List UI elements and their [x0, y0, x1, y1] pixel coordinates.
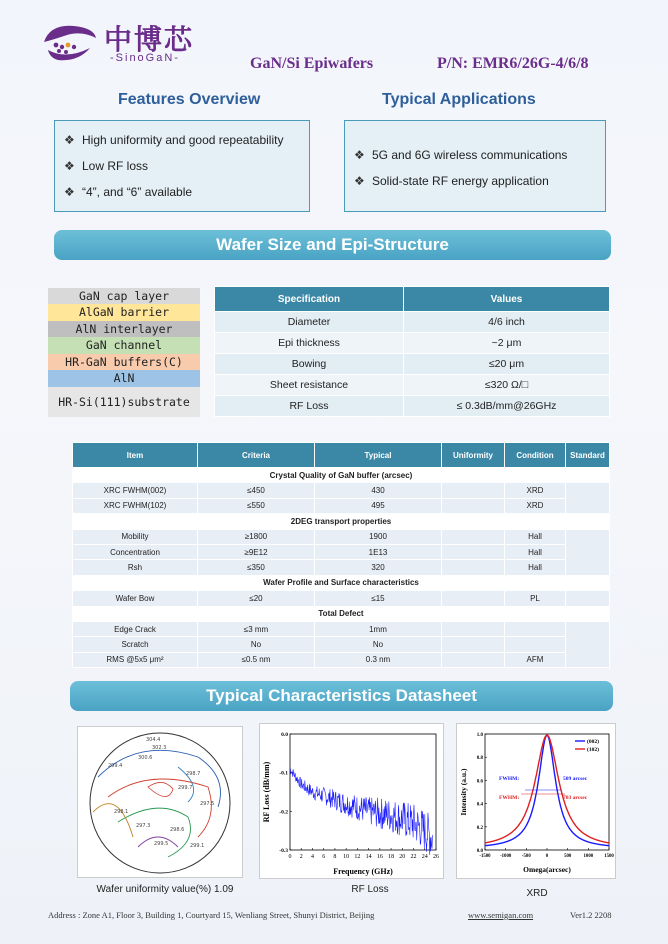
- part-number: P/N: EMR6/26G-4/6/8: [437, 55, 589, 72]
- criteria-cell: 320: [315, 560, 442, 575]
- contour-label: 297.3: [136, 823, 151, 829]
- criteria-cell: ≥9E12: [198, 544, 315, 559]
- x-tick-label: 20: [399, 854, 406, 860]
- bullet-icon: ❖: [354, 174, 365, 188]
- xrd-caption: XRD: [526, 888, 548, 899]
- y-tick-label: 0.0: [281, 732, 288, 738]
- uniformity-map: [78, 727, 242, 877]
- spec-name: Diameter: [215, 312, 404, 333]
- contour-label: 298.1: [114, 809, 129, 815]
- criteria-cell: XRC FWHM(002): [73, 483, 198, 498]
- x-tick-label: 8: [333, 854, 337, 860]
- criteria-standard-cell: [566, 621, 610, 667]
- contour-label: 304.4: [146, 737, 161, 743]
- criteria-header: Typical: [315, 443, 442, 468]
- criteria-cell: Scratch: [73, 637, 198, 652]
- criteria-cell: Edge Crack: [73, 621, 198, 636]
- y-tick-label: 0.0: [476, 849, 483, 854]
- x-tick-label: 500: [564, 854, 572, 859]
- criteria-cell: ≤450: [198, 483, 315, 498]
- x-tick-label: 18: [388, 854, 395, 860]
- criteria-cell: XRD: [505, 498, 566, 513]
- x-tick-label: 26: [433, 854, 439, 860]
- criteria-cell: No: [198, 637, 315, 652]
- criteria-row: [73, 591, 610, 606]
- uniformity-caption: Wafer uniformity value(%) 1.09: [96, 884, 234, 895]
- criteria-row: [73, 621, 610, 636]
- x-tick-label: 22: [410, 854, 417, 860]
- feature-item: ❖ Low RF loss: [64, 159, 149, 173]
- x-tick-label: 24: [421, 854, 428, 860]
- brand-name-en: -SinoGaN-: [110, 52, 180, 64]
- criteria-cell: ≤20: [198, 591, 315, 606]
- features-heading: Features Overview: [118, 91, 261, 108]
- criteria-cell: ≤0.5 nm: [198, 652, 315, 667]
- application-item: ❖ Solid-state RF energy application: [354, 174, 549, 188]
- fwhm-value-102: 703 arcsec: [563, 795, 588, 801]
- y-tick-label: 0.2: [476, 825, 483, 831]
- xrd-chart: [457, 724, 615, 878]
- criteria-row: [73, 637, 610, 652]
- y-tick-label: -0.3: [279, 848, 288, 854]
- rf-loss-chart: [260, 724, 443, 878]
- spec-value: ~2 μm: [404, 333, 610, 354]
- spec-name: RF Loss: [215, 396, 404, 417]
- contour-label: 299.4: [108, 763, 123, 769]
- criteria-row: [73, 544, 610, 559]
- epi-layer: HR-GaN buffers(C): [48, 354, 200, 370]
- epi-layer: HR-Si(111)substrate: [48, 387, 200, 417]
- spec-value: ≤20 μm: [404, 354, 610, 375]
- criteria-section-title: Wafer Profile and Surface characteristics: [73, 575, 610, 590]
- x-tick-label: 0: [545, 854, 549, 859]
- criteria-cell: Concentration: [73, 544, 198, 559]
- criteria-cell: PL: [505, 591, 566, 606]
- criteria-header: Uniformity: [442, 443, 505, 468]
- criteria-cell: Hall: [505, 544, 566, 559]
- x-tick-label: -1500: [479, 854, 491, 859]
- criteria-cell: 1E13: [315, 544, 442, 559]
- criteria-cell: ≤3 mm: [198, 621, 315, 636]
- applications-heading: Typical Applications: [382, 91, 536, 108]
- criteria-cell: RMS @5x5 μm²: [73, 652, 198, 667]
- spec-row: [215, 396, 610, 417]
- epi-layer: AlGaN barrier: [48, 304, 200, 321]
- contour-line: [148, 782, 173, 796]
- footer-website[interactable]: www.semigan.com: [468, 910, 534, 920]
- criteria-cell: 430: [315, 483, 442, 498]
- y-tick-label: 0.6: [476, 779, 483, 785]
- datasheet-section-banner: Typical Characteristics Datasheet: [70, 681, 613, 711]
- criteria-cell: [442, 544, 505, 559]
- applications-box: [344, 120, 606, 212]
- spec-name: Epi thickness: [215, 333, 404, 354]
- criteria-cell: ≤15: [315, 591, 442, 606]
- criteria-cell: [442, 498, 505, 513]
- criteria-cell: 495: [315, 498, 442, 513]
- x-tick-label: -500: [521, 854, 531, 859]
- spec-table: [214, 286, 610, 417]
- footer-version: Ver1.2 2208: [570, 910, 612, 920]
- criteria-cell: AFM: [505, 652, 566, 667]
- rf-loss-caption: RF Loss: [351, 884, 389, 895]
- criteria-row: [73, 529, 610, 544]
- criteria-standard-cell: [566, 529, 610, 575]
- contour-label: 297.5: [200, 801, 215, 807]
- bullet-icon: ❖: [64, 185, 75, 199]
- spec-row: [215, 354, 610, 375]
- criteria-cell: Wafer Bow: [73, 591, 198, 606]
- spec-name: Bowing: [215, 354, 404, 375]
- epi-layer: GaN channel: [48, 337, 200, 354]
- application-item: ❖ 5G and 6G wireless communications: [354, 148, 568, 162]
- criteria-standard-cell: [566, 591, 610, 606]
- x-tick-label: 4: [310, 854, 314, 860]
- y-tick-label: 1.0: [476, 733, 483, 738]
- x-tick-label: 0: [288, 854, 292, 860]
- criteria-cell: [505, 621, 566, 636]
- criteria-cell: ≤550: [198, 498, 315, 513]
- criteria-row: [73, 498, 610, 513]
- feature-item: ❖ “4”, and “6” available: [64, 185, 193, 199]
- epi-layer: AlN: [48, 370, 200, 387]
- y-tick-label: -0.1: [279, 770, 288, 777]
- x-tick-label: 1500: [604, 854, 614, 859]
- criteria-section-title: 2DEG transport properties: [73, 514, 610, 529]
- spec-row: [215, 333, 610, 354]
- y-tick-label: -0.2: [279, 809, 288, 816]
- criteria-section-title: Crystal Quality of GaN buffer (arcsec): [73, 468, 610, 483]
- fwhm-value-002: 509 arcsec: [563, 776, 588, 782]
- criteria-cell: [442, 560, 505, 575]
- criteria-header: Criteria: [198, 443, 315, 468]
- document-title: GaN/Si Epiwafers: [250, 55, 374, 72]
- feature-item: ❖ High uniformity and good repeatability: [64, 133, 284, 147]
- spec-name: Sheet resistance: [215, 375, 404, 396]
- contour-label: 298.7: [186, 771, 201, 777]
- criteria-cell: Mobility: [73, 529, 198, 544]
- rf-loss-trace: [290, 769, 433, 855]
- criteria-cell: Hall: [505, 529, 566, 544]
- fwhm-label-002: FWHM:: [499, 776, 520, 782]
- criteria-section-row: [73, 468, 610, 483]
- bullet-icon: ❖: [354, 148, 365, 162]
- criteria-row: [73, 652, 610, 667]
- x-axis-label: Omega(arcsec): [523, 865, 571, 874]
- x-tick-label: -1000: [500, 854, 512, 859]
- criteria-cell: [442, 483, 505, 498]
- criteria-cell: 1mm: [315, 621, 442, 636]
- spec-row: [215, 375, 610, 396]
- brand-logo-mark: [40, 20, 100, 64]
- spec-header: Specification: [215, 287, 404, 312]
- x-tick-label: 6: [322, 854, 326, 860]
- criteria-cell: [442, 591, 505, 606]
- bullet-icon: ❖: [64, 159, 75, 173]
- contour-label: 299.1: [190, 843, 205, 849]
- x-tick-label: 1000: [583, 854, 594, 859]
- criteria-row: [73, 560, 610, 575]
- criteria-table: [72, 442, 610, 668]
- y-axis-label: RF Loss (dB/mm): [262, 761, 271, 823]
- criteria-cell: ≥1800: [198, 529, 315, 544]
- criteria-section-row: [73, 606, 610, 621]
- criteria-header: Item: [73, 443, 198, 468]
- criteria-cell: No: [315, 637, 442, 652]
- x-axis-label: Frequency (GHz): [333, 867, 393, 876]
- wafer-section-banner: Wafer Size and Epi-Structure: [54, 230, 611, 260]
- criteria-cell: Rsh: [73, 560, 198, 575]
- criteria-cell: 1900: [315, 529, 442, 544]
- spec-value: ≤ 0.3dB/mm@26GHz: [404, 396, 610, 417]
- criteria-header: Condition: [505, 443, 566, 468]
- rf-loss-figure: [259, 723, 444, 879]
- x-tick-label: 2: [299, 854, 303, 860]
- legend-label: (002): [587, 739, 599, 745]
- spec-row: [215, 312, 610, 333]
- criteria-cell: [505, 637, 566, 652]
- criteria-standard-cell: [566, 483, 610, 514]
- contour-label: 302.3: [152, 745, 167, 751]
- criteria-cell: XRD: [505, 483, 566, 498]
- contour-label: 299.5: [154, 841, 169, 847]
- legend-label: (102): [587, 747, 599, 753]
- spec-value: ≤320 Ω/□: [404, 375, 610, 396]
- xrd-figure: [456, 723, 616, 879]
- footer-address: Address : Zone A1, Floor 3, Building 1, Courtyard 15, Wenliang Street, Shunyi District, Beijing: [48, 910, 375, 920]
- epi-layer: GaN cap layer: [48, 288, 200, 304]
- criteria-section-row: [73, 575, 610, 590]
- contour-label: 298.6: [170, 827, 185, 833]
- contour-label: 299.7: [178, 785, 193, 791]
- criteria-section-row: [73, 514, 610, 529]
- uniformity-figure: [77, 726, 243, 878]
- x-tick-label: 16: [376, 854, 383, 860]
- x-tick-label: 10: [343, 854, 350, 860]
- y-axis-label: Intensity (a.u.): [459, 768, 468, 816]
- criteria-cell: [442, 637, 505, 652]
- features-box: [54, 120, 310, 212]
- x-tick-label: 12: [354, 854, 361, 860]
- contour-label: 300.6: [138, 755, 153, 761]
- bullet-icon: ❖: [64, 133, 75, 147]
- spec-value: 4/6 inch: [404, 312, 610, 333]
- criteria-cell: 0.3 nm: [315, 652, 442, 667]
- spec-header: Values: [404, 287, 610, 312]
- brand-name-cn: 中博芯: [104, 24, 195, 55]
- y-tick-label: 0.4: [476, 802, 483, 808]
- criteria-cell: XRC FWHM(102): [73, 498, 198, 513]
- criteria-cell: Hall: [505, 560, 566, 575]
- criteria-row: [73, 483, 610, 498]
- criteria-header: Standard: [566, 443, 610, 468]
- y-tick-label: 0.8: [476, 756, 483, 762]
- epi-layer: AlN interlayer: [48, 321, 200, 337]
- criteria-cell: [442, 621, 505, 636]
- criteria-cell: ≤350: [198, 560, 315, 575]
- criteria-cell: [442, 529, 505, 544]
- criteria-section-title: Total Defect: [73, 606, 610, 621]
- criteria-cell: [442, 652, 505, 667]
- x-tick-label: 14: [365, 854, 372, 860]
- fwhm-label-102: FWHM:: [499, 795, 520, 801]
